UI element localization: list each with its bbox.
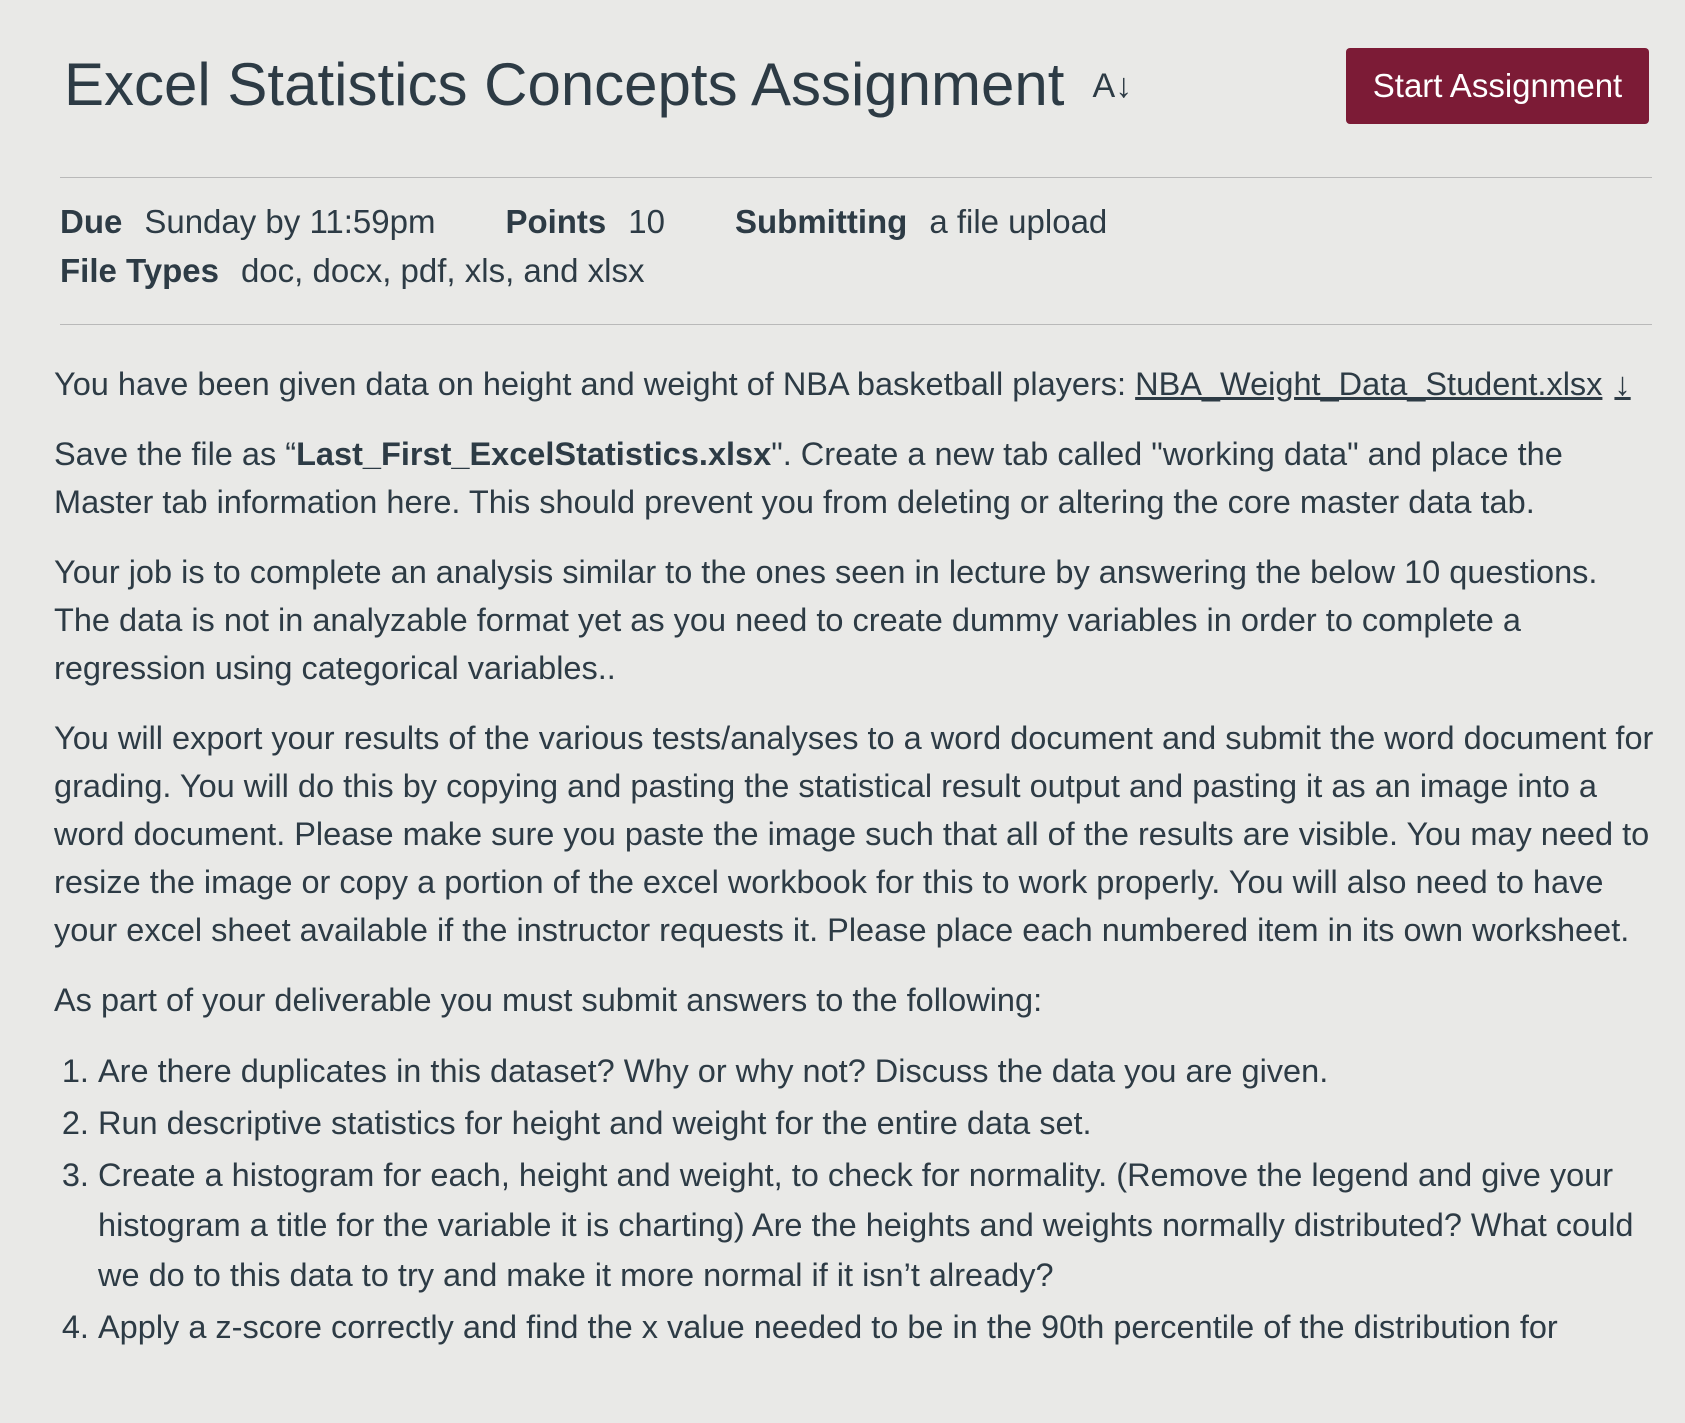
download-icon[interactable]: ↓ [1614,366,1631,402]
immersive-reader-icon[interactable]: A↓ [1092,67,1133,105]
submitting-value: a file upload [929,203,1108,240]
page-title-text: Excel Statistics Concepts Assignment [64,51,1065,118]
list-item: 4. Apply a z-score correctly and find the x value needed to be in the 90th percentile of the distribution for [98,1302,1654,1352]
list-item: 1. Are there duplicates in this dataset? Why or why not? Discuss the data you are given. [98,1046,1654,1096]
file-types-value: doc, docx, pdf, xls, and xlsx [240,252,645,289]
top-divider [60,177,1652,178]
save-suffix: ". Create a new tab called "working data" and place the Master tab information here. This should prevent you from deleting or altering the core master data tab. [54,436,1563,520]
deliverable-paragraph: As part of your deliverable you must submit answers to the following: [54,982,1043,1018]
due-value: Sunday by 11:59pm [144,203,436,240]
list-item: 2. Run descriptive statistics for height and weight for the entire data set. [98,1098,1654,1148]
questions-list [54,1046,1654,1352]
bottom-divider [60,324,1652,325]
start-assignment-button[interactable]: Start Assignment [1346,48,1649,124]
intro-paragraph [54,360,1654,408]
assignment-details-row-1 [60,203,1107,241]
points-value: 10 [628,203,665,240]
save-prefix: Save the file as “ [54,436,297,472]
export-paragraph: You will export your results of the various tests/analyses to a word document and submit the word document for grading. You will do this by copying and pasting the statistical result output and pasting it as an image into a word document. Please make sure you paste the image such that all of the results are visible. You may need to resize the image or copy a portion of the excel workbook for this to work properly. You will also need to have your excel sheet available if the instructor requests it. Please place each numbered item in its own worksheet. [54,720,1654,948]
points-label: Points [505,203,607,240]
intro-text: You have been given data on height and weight of NBA basketball players: [54,366,1136,402]
assignment-details-row-2 [60,252,644,290]
save-paragraph [54,430,1654,526]
data-file-link[interactable]: NBA_Weight_Data_Student.xlsx [1135,366,1603,402]
list-item: 3. Create a histogram for each, height and weight, to check for normality. (Remove the legend and give your histogram a title for the variable it is charting) Are the heights and weights normally distributed? What could we do to this data to try and make it more normal if it isn’t already? [98,1150,1654,1300]
due-label: Due [60,203,123,240]
assignment-description [54,360,1654,1354]
save-filename: Last_First_ExcelStatistics.xlsx [296,436,772,472]
job-paragraph: Your job is to complete an analysis similar to the ones seen in lecture by answering the below 10 questions. The data is not in analyzable format yet as you need to create dummy variables in order to complete a regression using categorical variables.. [54,554,1598,686]
file-types-label: File Types [60,252,219,289]
title-row [64,40,1649,140]
page-title [64,50,1132,119]
submitting-label: Submitting [735,203,908,240]
